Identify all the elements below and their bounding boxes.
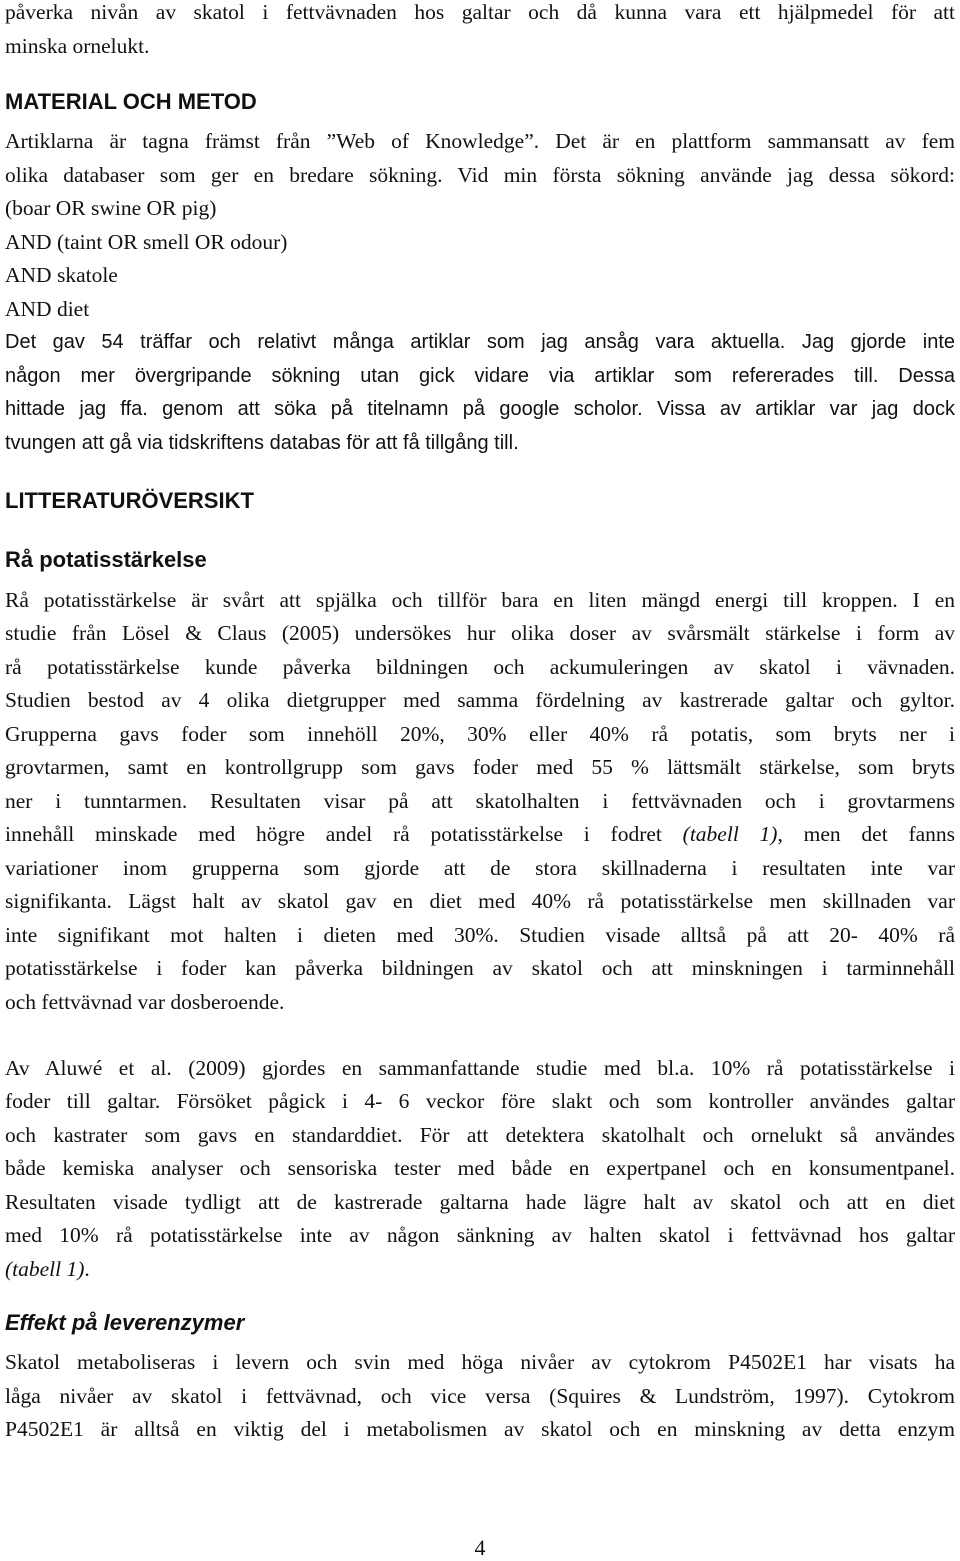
enzymes-line-2: låga nivåer av skatol i fettvävnad, och vice versa (Squires & Lundström, 1997). Cytokrom xyxy=(5,1384,955,1408)
para1-line-6: grovtarmen, samt en kontrollgrupp som gavs foder med 55 % lättsmält stärkelse, som bryts xyxy=(5,755,955,779)
para1-line-4: Studien bestod av 4 olika dietgrupper med samma fördelning av kastrerade galtar och gyltor. xyxy=(5,688,955,712)
para2-line-7-tail: . xyxy=(84,1257,90,1281)
para1-line-1: Rå potatisstärkelse är svårt att spjälka och tillför bara en liten mängd energi till kroppen. I en xyxy=(5,588,955,612)
material-line-1: Artiklarna är tagna främst från ”Web of Knowledge”. Det är en plattform sammansatt av fem xyxy=(5,129,955,153)
search-term-4: AND diet xyxy=(5,297,90,321)
para1-line-8-tail: , men det fanns xyxy=(777,822,955,846)
para2-line-1: Av Aluwé et al. (2009) gjordes en sammanfattande studie med bl.a. 10% rå potatisstärkelse i xyxy=(5,1056,955,1080)
para1-line-9: variationer inom grupperna som gjorde att de stora skillnaderna i resultaten inte var xyxy=(5,856,955,880)
potato-starch-subheading: Rå potatisstärkelse xyxy=(5,547,207,572)
search-term-2: AND (taint OR smell OR odour) xyxy=(5,230,288,254)
table-reference[interactable]: (tabell 1) xyxy=(682,822,778,846)
para2-line-7 xyxy=(5,1254,955,1284)
enzymes-line-1: Skatol metaboliseras i levern och svin med höga nivåer av cytokrom P4502E1 har visats ha xyxy=(5,1350,955,1374)
para1-line-2: studie från Lösel & Claus (2005) undersökes hur olika doser av svårsmält stärkelse i form av xyxy=(5,621,955,645)
material-heading: MATERIAL OCH METOD xyxy=(5,89,257,114)
para2-line-4: både kemiska analyser och sensoriska tester med både en expertpanel och en konsumentpanel. xyxy=(5,1156,955,1180)
review-heading: LITTERATURÖVERSIKT xyxy=(5,488,254,513)
table-reference[interactable]: (tabell 1) xyxy=(5,1257,85,1281)
para2-line-6: med 10% rå potatisstärkelse inte av någon sänkning av halten skatol i fettvävnad hos galtar xyxy=(5,1223,955,1247)
page-number: 4 xyxy=(474,1535,486,1560)
para2-line-3: och kastrater som gavs en standarddiet. För att detektera skatolhalt och ornelukt så användes xyxy=(5,1123,955,1147)
material-sans-line-1: Det gav 54 träffar och relativt många artiklar som jag ansåg vara aktuella. Jag gjorde inte xyxy=(5,331,955,353)
search-term-3: AND skatole xyxy=(5,263,118,287)
para1-line-12: potatisstärkelse i foder kan påverka bildningen av skatol och att minskningen i tarminnehåll xyxy=(5,956,955,980)
para1-line-11: inte signifikant mot halten i dieten med 30%. Studien visade alltså på att 20- 40% rå xyxy=(5,923,955,947)
material-sans-line-4: tvungen att gå via tidskriftens databas för att få tillgång till. xyxy=(5,432,519,454)
para1-line-8-text: innehåll minskade med högre andel rå potatisstärkelse i fodret xyxy=(5,822,662,846)
para1-line-7: ner i tunntarmen. Resultaten visar på att skatolhalten i fettvävnaden och i grovtarmens xyxy=(5,789,955,813)
para1-line-3: rå potatisstärkelse kunde påverka bildningen och ackumuleringen av skatol i vävnaden. xyxy=(5,655,955,679)
material-line-2: olika databaser som ger en bredare sökning. Vid min första sökning använde jag dessa sökord: xyxy=(5,163,955,187)
intro-line-1: påverka nivån av skatol i fettvävnaden hos galtar och då kunna vara ett hjälpmedel för att xyxy=(5,0,955,24)
para1-line-13: och fettvävnad var dosberoende. xyxy=(5,990,285,1014)
material-sans-line-3: hittade jag ffa. genom att söka på titelnamn på google scholor. Vissa av artiklar var jag dock xyxy=(5,398,955,420)
para1-line-10: signifikanta. Lägst halt av skatol gav en diet med 40% rå potatisstärkelse men skillnaden var xyxy=(5,889,955,913)
para2-line-5: Resultaten visade tydligt att de kastrerade galtarna hade lägre halt av skatol och att en diet xyxy=(5,1190,955,1214)
para1-line-8 xyxy=(5,819,955,849)
material-sans-line-2: någon mer övergripande sökning utan gick vidare via artiklar som refererades till. Dessa xyxy=(5,365,955,387)
para2-line-2: foder till galtar. Försöket pågick i 4- 6 veckor före slakt och som kontroller användes galtar xyxy=(5,1089,955,1113)
para1-line-5: Grupperna gavs foder som innehöll 20%, 30% eller 40% rå potatis, som bryts ner i xyxy=(5,722,955,746)
liver-enzymes-heading: Effekt på leverenzymer xyxy=(5,1310,245,1335)
enzymes-line-3: P4502E1 är alltså en viktig del i metabolismen av skatol och en minskning av detta enzym xyxy=(5,1417,955,1441)
intro-line-2: minska ornelukt. xyxy=(5,34,150,58)
search-term-1: (boar OR swine OR pig) xyxy=(5,196,217,220)
